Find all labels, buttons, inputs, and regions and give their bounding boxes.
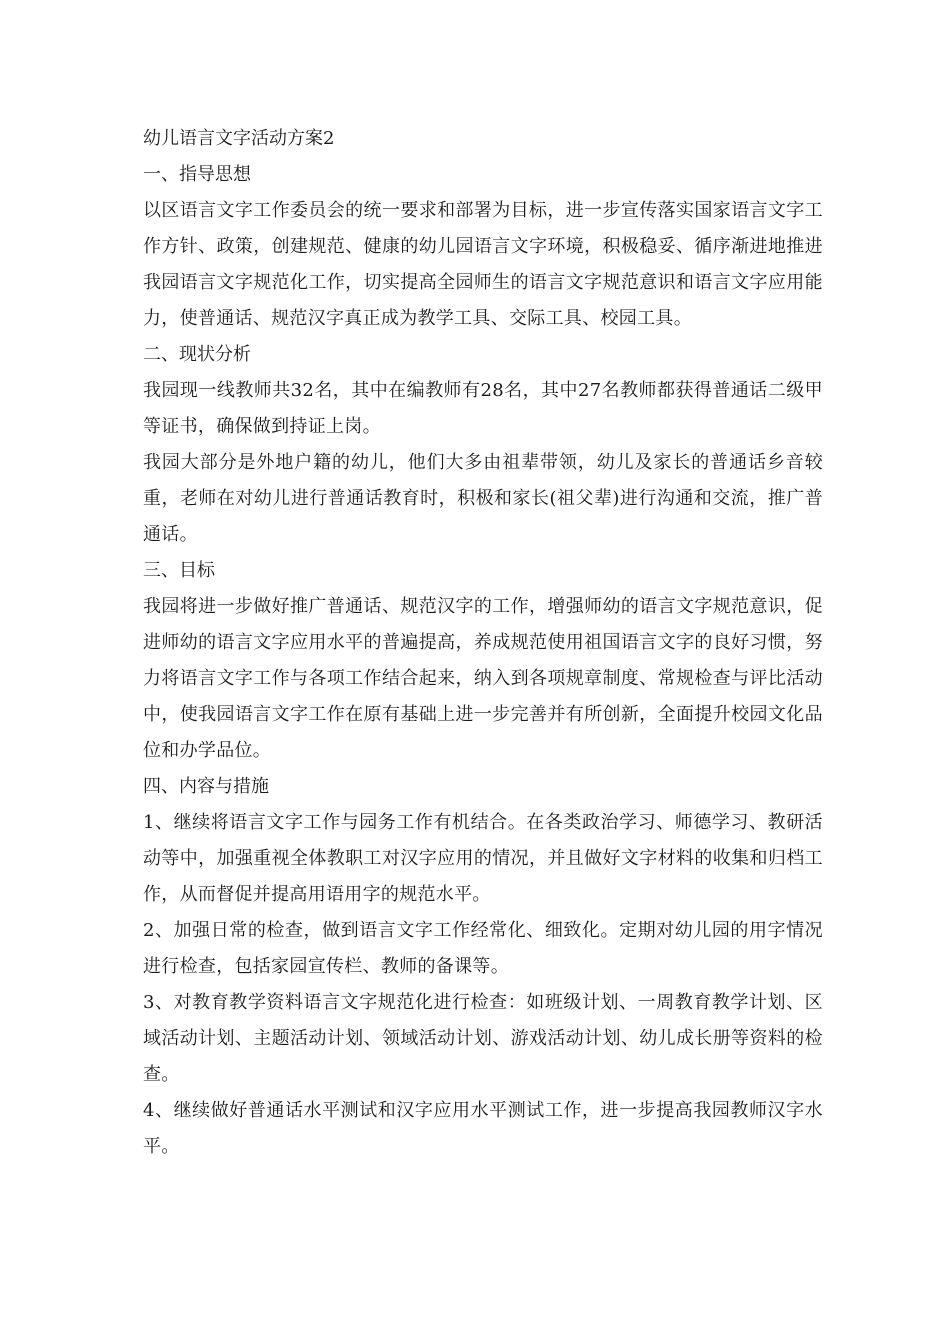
document-page (143, 121, 823, 1165)
paragraph-measure-3: 3、对教育教学资料语言文字规范化进行检查：如班级计划、一周教育教学计划、区域活动计划、主题活动计划、领域活动计划、游戏活动计划、幼儿成长册等资料的检查。 (143, 992, 823, 1085)
section-heading-guiding-ideology: 一、指导思想 (143, 164, 251, 185)
paragraph-teacher-stats: 我园现一线教师共32名，其中在编教师有28名，其中27名教师都获得普通话二级甲等证书，确保做到持证上岗。 (143, 380, 823, 437)
paragraph-guiding-ideology: 以区语言文字工作委员会的统一要求和部署为目标，进一步宣传落实国家语言文字工作方针、政策，创建规范、健康的幼儿园语言文字环境，积极稳妥、循序渐进地推进我园语言文字规范化工作，切实提高全园师生的语言文字规范意识和语言文字应用能力，使普通话、规范汉字真正成为教学工具、交际工具、校园工具。 (143, 200, 823, 329)
paragraph-measure-2: 2、加强日常的检查，做到语言文字工作经常化、细致化。定期对幼儿园的用字情况进行检查，包括家园宣传栏、教师的备课等。 (143, 920, 823, 977)
section-heading-measures: 四、内容与措施 (143, 776, 269, 797)
paragraph-goals: 我园将进一步做好推广普通话、规范汉字的工作，增强师幼的语言文字规范意识，促进师幼的语言文字应用水平的普遍提高，养成规范使用祖国语言文字的良好习惯，努力将语言文字工作与各项工作结合起来，纳入到各项规章制度、常规检查与评比活动中，使我园语言文字工作在原有基础上进一步完善并有所创新，全面提升校园文化品位和办学品位。 (143, 596, 823, 761)
document-title: 幼儿语言文字活动方案2 (143, 128, 335, 149)
paragraph-children-background: 我园大部分是外地户籍的幼儿，他们大多由祖辈带领，幼儿及家长的普通话乡音较重，老师在对幼儿进行普通话教育时，积极和家长(祖父辈)进行沟通和交流，推广普通话。 (143, 452, 823, 545)
paragraph-measure-1: 1、继续将语言文字工作与园务工作有机结合。在各类政治学习、师德学习、教研活动等中，加强重视全体教职工对汉字应用的情况，并且做好文字材料的收集和归档工作，从而督促并提高用语用字的规范水平。 (143, 812, 823, 905)
paragraph-measure-4: 4、继续做好普通话水平测试和汉字应用水平测试工作，进一步提高我园教师汉字水平。 (143, 1100, 823, 1157)
section-heading-status-analysis: 二、现状分析 (143, 344, 251, 365)
section-heading-goals: 三、目标 (143, 560, 215, 581)
